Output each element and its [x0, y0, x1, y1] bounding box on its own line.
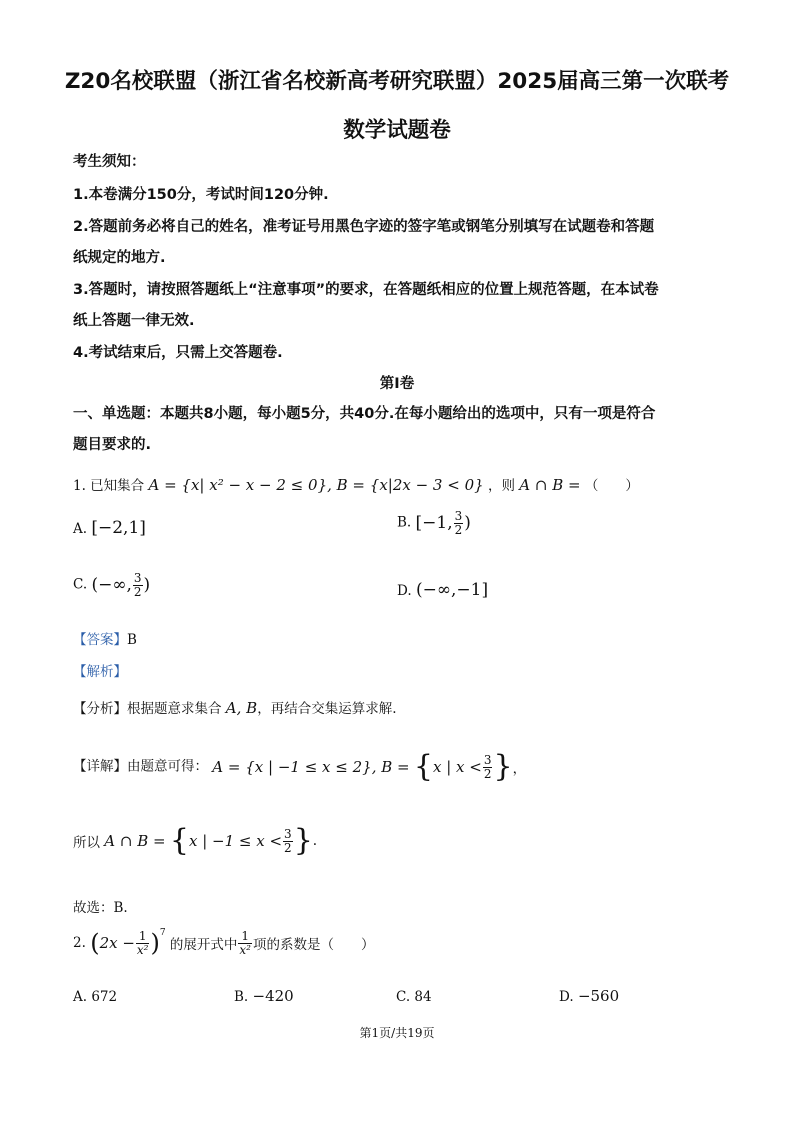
so-math-2: x | −1 ≤ x <: [188, 832, 283, 850]
detail-math-2: x | x <: [432, 758, 482, 776]
q1-option-a-label: A.: [73, 521, 88, 537]
q1-option-c-num: 3: [133, 571, 142, 585]
answer-value: B: [127, 632, 137, 648]
so-den: 2: [284, 840, 292, 855]
q1-option-d-label: D.: [397, 583, 412, 599]
page-subtitle: 数学试题卷: [343, 118, 451, 143]
q2-expr-den: x²: [136, 942, 149, 957]
detail-text: 由题意可得：: [127, 758, 208, 775]
q2-prefix: 2.: [73, 935, 86, 952]
q1-option-c-label: C.: [73, 576, 88, 593]
q2-option-d-value: −560: [577, 987, 620, 1005]
q2-option-b-value: −420: [252, 987, 294, 1005]
answer-tag: 【答案】: [73, 632, 127, 648]
q1-option-d-value: (−∞,−1]: [415, 580, 489, 600]
volume-heading: 第Ⅰ卷: [379, 376, 415, 392]
q1-prefix: 1. 已知集合: [73, 478, 145, 494]
q1-option-b-den: 2: [454, 522, 463, 537]
q1-option-b-num: 3: [454, 509, 463, 523]
q1-blank: （ ）: [584, 478, 639, 494]
part-heading: 一、单选题：本题共8小题，每小题5分，共40分.在每小题给出的选项中，只有一项是符合: [73, 406, 656, 422]
fenxi-text-1: 根据题意求集合: [127, 701, 222, 717]
q1-option-c-den: 2: [133, 584, 142, 599]
so-text: 所以: [73, 835, 100, 851]
page-footer: 第1页/共19页: [359, 1026, 435, 1040]
notice-item-3: 3.答题时，请按照答题纸上“注意事项”的要求，在答题纸相应的位置上规范答题，在本试卷: [73, 282, 659, 298]
q2-text-2: 项的系数是（ ）: [252, 937, 375, 954]
page-title: Z20名校联盟（浙江省名校新高考研究联盟）2025届高三第一次联考: [64, 69, 730, 94]
detail-end: ，: [512, 761, 527, 777]
detail-num: 3: [483, 752, 492, 767]
fenxi-tag: 【分析】: [73, 701, 127, 717]
notice-item-3-cont: 纸上答题一律无效.: [73, 313, 195, 329]
detail-math-1: A = {x | −1 ≤ x ≤ 2}, B =: [212, 758, 410, 776]
notice-item-2-cont: 纸规定的地方.: [73, 250, 166, 266]
fenxi-text-2: ，再结合交集运算求解.: [257, 701, 397, 717]
q2-option-c: C. 84: [396, 989, 432, 1005]
q1-set-b: , B = {x|2x − 3 < 0}: [327, 476, 484, 494]
q1-option-c: [73, 572, 150, 598]
q2-term-den: x²: [239, 942, 251, 957]
q1-option-d: [397, 580, 488, 600]
q1-detail: 【详解】由题意可得： A = {x | −1 ≤ x ≤ 2}, B = {x | x < $\frac{3}{2}$ }，: [73, 749, 527, 784]
q2-option-a: A. 672: [73, 989, 118, 1005]
q1-mid-text: ，则: [487, 478, 515, 494]
q1-option-c-right: ): [143, 575, 151, 596]
so-num: 3: [284, 826, 292, 841]
notice-item-2: 2.答题前务必将自己的姓名，准考证号用黑色字迹的签字笔或钢笔分别填写在试题卷和答题: [73, 219, 655, 235]
question-1: [73, 474, 639, 494]
q2-option-d-label: D.: [559, 989, 574, 1005]
q2-option-d: [559, 987, 619, 1005]
q2-option-b-label: B.: [234, 989, 249, 1005]
q1-option-c-left: (−∞,: [91, 575, 132, 596]
q2-text-1: 的展开式中: [169, 937, 238, 954]
detail-den: 2: [483, 766, 492, 781]
q1-answer: [73, 628, 137, 648]
part-heading-cont: 题目要求的.: [73, 437, 152, 453]
q2-power: 7: [159, 928, 166, 938]
q1-option-a: [73, 518, 146, 538]
notice-heading: 考生须知：: [73, 154, 146, 170]
q1-set-a: A = {x| x² − x − 2 ≤ 0}: [148, 476, 328, 494]
q2-option-b: [234, 987, 294, 1005]
q1-option-b: [397, 510, 471, 536]
q1-option-b-left: [−1,: [415, 513, 453, 534]
notice-item-1: 1.本卷满分150分，考试时间120分钟.: [73, 187, 329, 203]
q1-choose: 故选：B.: [73, 900, 128, 916]
q2-expr-left: 2x −: [99, 934, 135, 953]
q1-fenxi: [73, 697, 397, 717]
q1-option-b-label: B.: [397, 514, 412, 531]
q2-term-num: 1: [238, 930, 252, 944]
detail-tag: 【详解】: [73, 758, 127, 775]
q1-ask: A ∩ B =: [519, 476, 581, 494]
question-2: 2. (2x − $\frac{1}{\text{x²}}$ )$^7$ 的展开式中 $\frac{1}{\text{x²}}$ 项的系数是（ ）: [73, 928, 375, 958]
so-math-1: A ∩ B =: [104, 832, 166, 850]
so-end: .: [312, 833, 318, 849]
q1-conclusion: 所以 A ∩ B = {x | −1 ≤ x < $\frac{3}{2}$ }.: [73, 823, 318, 858]
q1-option-b-right: ): [464, 513, 471, 534]
q1-option-a-value: [−2,1]: [91, 518, 146, 538]
q2-expr-num: 1: [136, 930, 150, 944]
fenxi-math: A, B: [225, 699, 258, 717]
analysis-tag: 【解析】: [73, 664, 127, 680]
notice-item-4: 4.考试结束后，只需上交答题卷.: [73, 345, 283, 361]
